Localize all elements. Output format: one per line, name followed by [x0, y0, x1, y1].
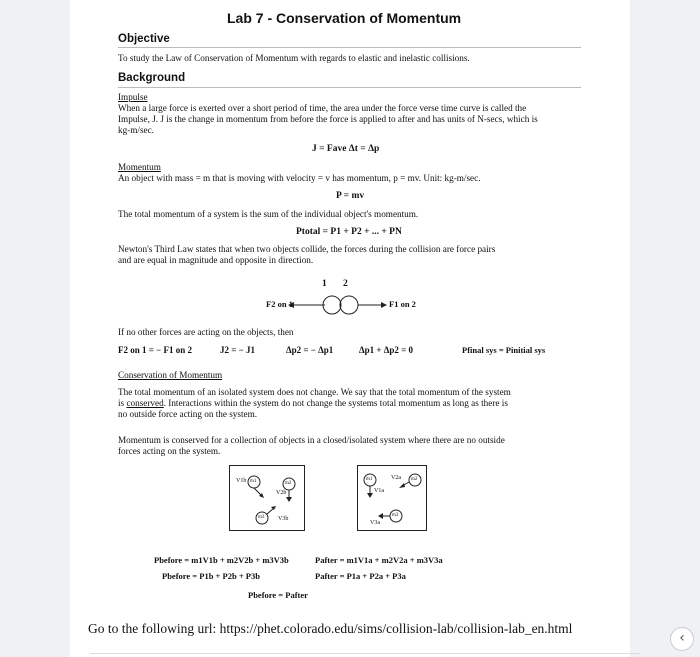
equation-sum: Δp1 + Δp2 = 0: [359, 345, 414, 355]
chevron-up-icon[interactable]: ‹: [670, 627, 694, 651]
mass-3-after: m3: [392, 513, 399, 518]
mass-3-before: m3: [258, 515, 265, 520]
impulse-line: When a large force is exerted over a short period of time, the area under the force verse time curve is called the: [118, 103, 527, 113]
velocity-2-after: V2a: [391, 475, 401, 481]
instruction-url-text: Go to the following url: https://phet.colorado.edu/sims/collision-lab/collision-lab_en.html: [88, 621, 573, 636]
newton-text: Newton's Third Law states that when two objects collide, the forces during the collision are force pairs: [118, 244, 496, 254]
isolated-system-text: forces acting on the system.: [118, 446, 221, 456]
divider: [90, 653, 640, 654]
diagram-label-2: 2: [343, 279, 348, 289]
equation-system: Pfinal sys = Pinitial sys: [462, 345, 546, 355]
page-title: Lab 7 - Conservation of Momentum: [227, 10, 462, 26]
velocity-1-after: V1a: [374, 488, 384, 494]
force-2-on-1: F2 on 1: [266, 299, 293, 309]
momentum-after-equation: Pafter = m1V1a + m2V2a + m3V3a: [315, 555, 443, 565]
impulse-equation: J = Fave Δt = Δp: [312, 144, 380, 154]
momentum-equation: P = mv: [336, 191, 365, 201]
after-collision-box: [357, 465, 427, 531]
divider: [118, 87, 581, 88]
newton-text: and are equal in magnitude and opposite in direction.: [118, 255, 314, 265]
velocity-3-before: V3b: [278, 516, 289, 522]
objective-heading: Objective: [118, 33, 170, 45]
velocity-2-before: V2b: [276, 490, 287, 496]
total-momentum-text: The total momentum of a system is the sum of the individual object's momentum.: [118, 209, 419, 219]
isolated-system-text: Momentum is conserved for a collection of objects in a closed/isolated system where there are no outside: [118, 435, 505, 445]
velocity-1-before: V1b: [236, 478, 247, 484]
impulse-heading: Impulse: [118, 92, 148, 102]
force-1-on-2: F1 on 2: [389, 299, 416, 309]
mass-2-before: m2: [285, 481, 292, 486]
objective-text: To study the Law of Conservation of Momentum with regards to elastic and inelastic collisions.: [118, 53, 470, 63]
conservation-heading: Conservation of Momentum: [118, 370, 223, 380]
conservation-text: The total momentum of an isolated system does not change. We say that the total momentum of the system: [118, 387, 511, 397]
momentum-before-sum: Pbefore = P1b + P2b + P3b: [162, 571, 260, 581]
momentum-conservation-equation: Pbefore = Pafter: [248, 590, 308, 600]
conservation-text: is conserved. Interactions within the system do not change the systems total momentum as long as there is: [118, 398, 508, 408]
document-page: [70, 0, 630, 657]
before-collision-box: [229, 465, 305, 531]
mass-1-after: m1: [366, 477, 373, 482]
equation-impulse: J2 = − J1: [220, 345, 256, 355]
impulse-line: kg-m/sec.: [118, 125, 154, 135]
no-forces-text: If no other forces are acting on the objects, then: [118, 327, 294, 337]
momentum-heading: Momentum: [118, 162, 161, 172]
mass-2-after: m2: [411, 477, 418, 482]
equation-forces: F2 on 1 = − F1 on 2: [118, 345, 193, 355]
momentum-after-sum: Pafter = P1a + P2a + P3a: [315, 571, 406, 581]
impulse-line: Impulse, J. J is the change in momentum from before the force is applied to after and has units of N-secs, which is: [118, 114, 538, 124]
velocity-3-after: V3a: [370, 520, 380, 526]
divider: [118, 47, 581, 48]
momentum-before-equation: Pbefore = m1V1b + m2V2b + m3V3b: [154, 555, 289, 565]
total-momentum-equation: Ptotal = P1 + P2 + ... + PN: [296, 227, 402, 237]
collision-force-diagram: [288, 291, 388, 321]
background-heading: Background: [118, 72, 186, 84]
equation-momentum-change: Δp2 = − Δp1: [286, 345, 334, 355]
momentum-text: An object with mass = m that is moving with velocity = v has momentum, p = mv. Unit: kg-m/sec.: [118, 173, 481, 183]
mass-1-before: m1: [250, 479, 257, 484]
diagram-label-1: 1: [322, 279, 327, 289]
conservation-text: no outside force acting on the system.: [118, 409, 258, 419]
